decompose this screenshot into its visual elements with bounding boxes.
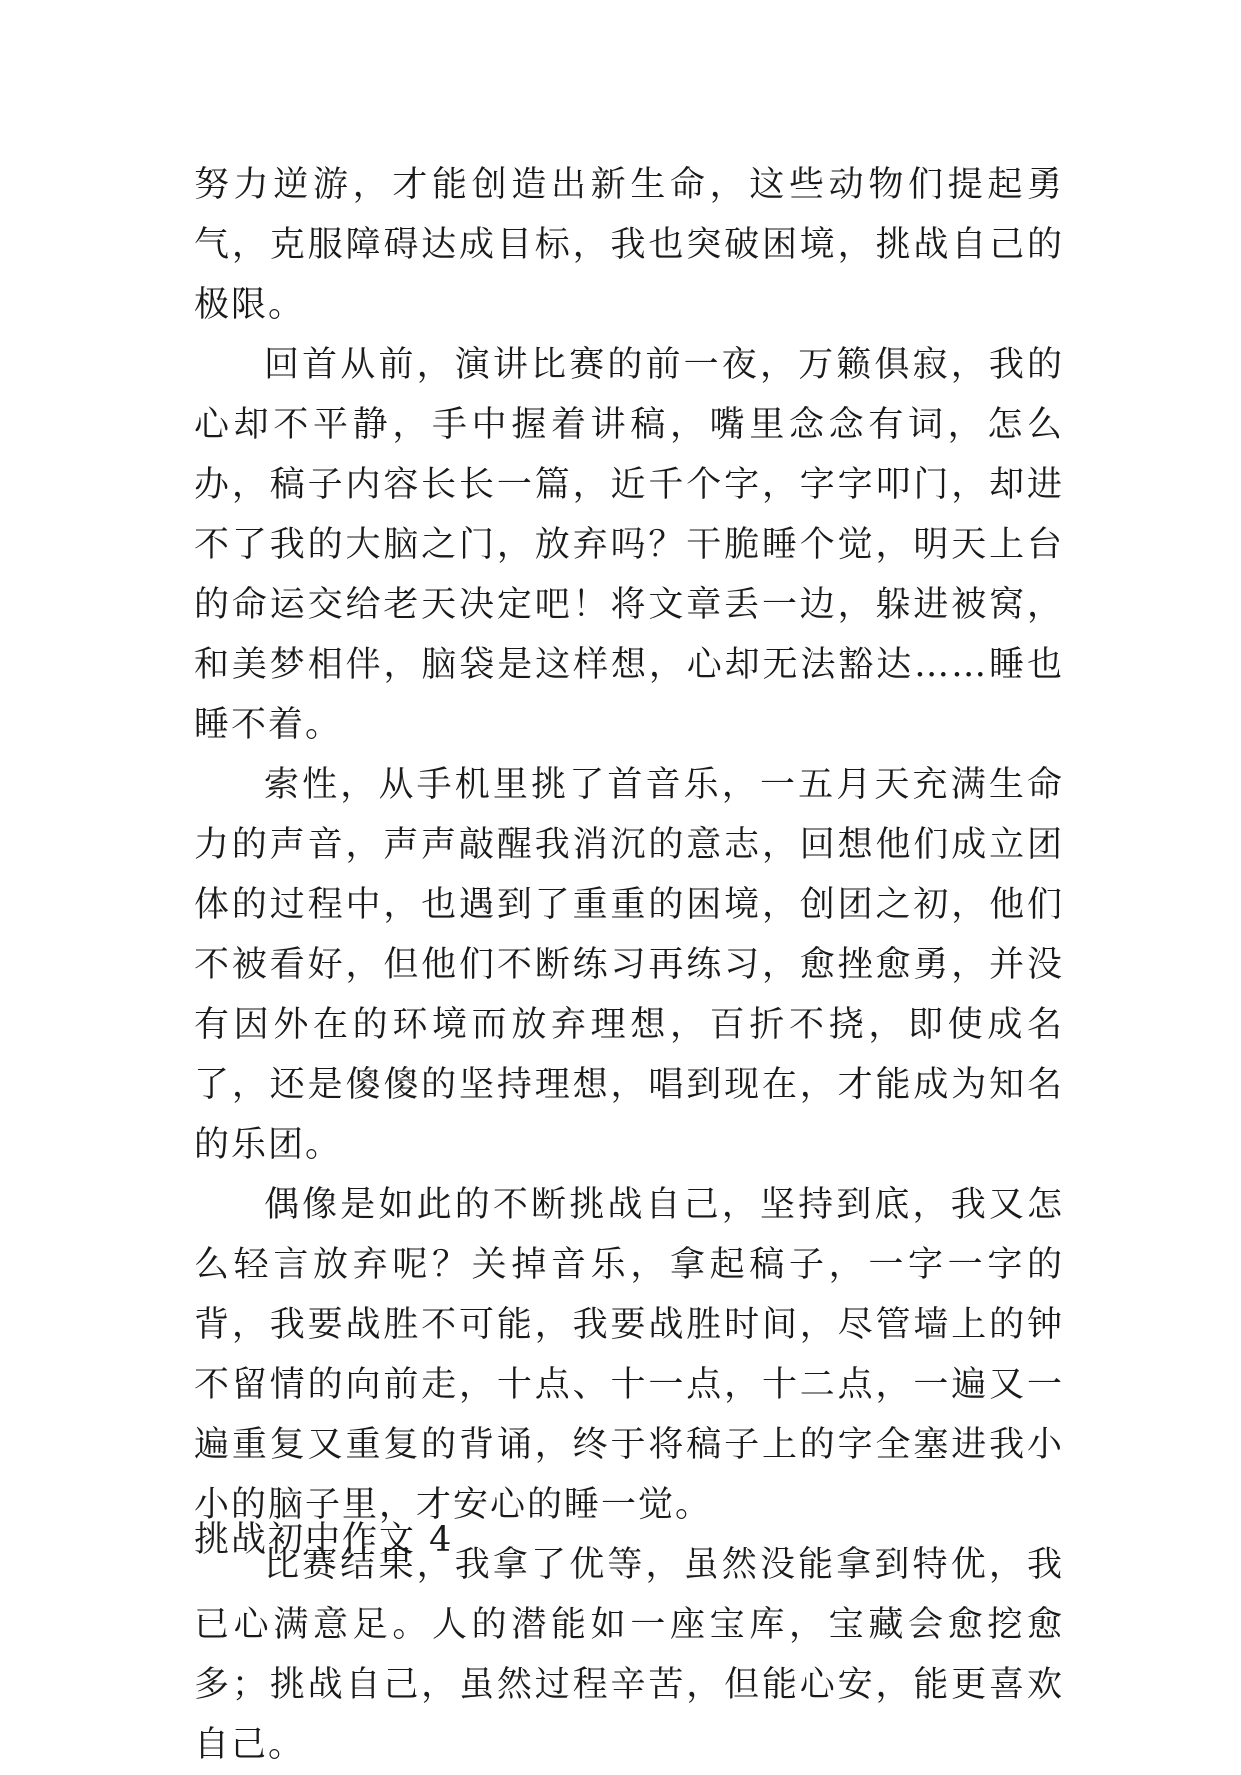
paragraph-1: 努力逆游，才能创造出新生命，这些动物们提起勇气，克服障碍达成目标，我也突破困境，挑战自己的极限。	[194, 165, 1064, 325]
paragraph-4: 偶像是如此的不断挑战自己，坚持到底，我又怎么轻言放弃呢？关掉音乐，拿起稿子，一字一字的背，我要战胜不可能，我要战胜时间，尽管墙上的钟不留情的向前走，十点、十一点，十二点，一遍又一遍重复又重复的背诵，终于将稿子上的字全塞进我小小的脑子里，才安心的睡一觉。	[194, 1185, 1064, 1525]
paragraph-5: 比赛结果，我拿了优等，虽然没能拿到特优，我已心满意足。人的潜能如一座宝库，宝藏会愈挖愈多；挑战自己，虽然过程辛苦，但能心安，能更喜欢自己。	[194, 1545, 1064, 1765]
paragraph-2: 回首从前，演讲比赛的前一夜，万籁俱寂，我的心却不平静，手中握着讲稿，嘴里念念有词，怎么办，稿子内容长长一篇，近千个字，字字叩门，却进不了我的大脑之门，放弃吗？干脆睡个觉，明天上台的命运交给老天决定吧！将文章丢一边，躲进被窝，和美梦相伴，脑袋是这样想，心却无法豁达……睡也睡不着。	[194, 345, 1064, 745]
paragraph-3: 索性，从手机里挑了首音乐，一五月天充满生命力的声音，声声敲醒我消沉的意志，回想他们成立团体的过程中，也遇到了重重的困境，创团之初，他们不被看好，但他们不断练习再练习，愈挫愈勇，并没有因外在的环境而放弃理想，百折不挠，即使成名了，还是傻傻的坚持理想，唱到现在，才能成为知名的乐团。	[194, 765, 1064, 1165]
section-title: 挑战初中作文 4	[194, 1520, 454, 1560]
